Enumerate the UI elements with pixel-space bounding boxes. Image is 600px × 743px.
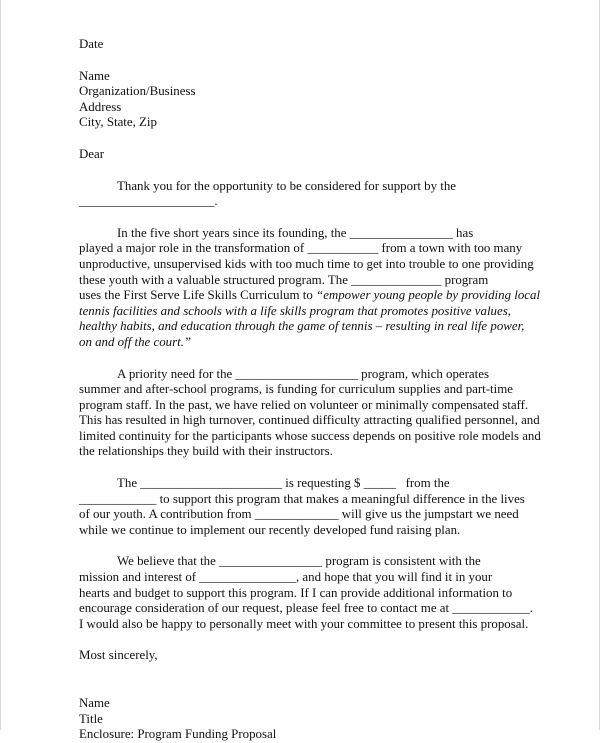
paragraph-line: A priority need for the ___________________ program, which operates [117,366,489,381]
paragraph-line: encourage consideration of our request, please feel free to contact me at ____________. [79,601,533,616]
signature-name: Name [79,696,110,710]
paragraph-line [79,288,549,304]
quote-text: “empower young people by providing local [316,288,541,303]
paragraph-line: Thank you for the opportunity to be considered for support by the [117,178,457,193]
signature-title: Title [79,711,103,726]
paragraph-line: limited continuity for the participants whose success depends on positive role models and [79,428,541,443]
paragraph-line: hearts and budget to support this program. If I can provide additional information to [79,585,513,600]
recipient-name: Name [79,68,110,83]
paragraph-line: I would also be happy to personally meet with your committee to present this proposal. [79,616,529,631]
paragraph-line: played a major role in the transformation of ___________ from a town with too many [79,241,523,256]
recipient-city-state-zip: City, State, Zip [79,115,157,130]
paragraph-line: of our youth. A contribution from _____________ will give us the jumpstart we need [79,507,519,522]
paragraph-line: while we continue to implement our recently developed fund raising plan. [79,522,461,537]
paragraph-1 [79,179,549,210]
date-line: Date [79,37,104,51]
paragraph-line: In the five short years since its founding, the ________________ has [117,225,474,240]
quote-line: healthy habits, and education through the game of tennis – resulting in real life power, [79,319,525,334]
signature-block [79,696,549,743]
paragraph-2 [79,226,549,351]
closing: Most sincerely, [79,648,158,663]
paragraph-line: the relationships they build with their instructors. [79,444,333,459]
paragraph-line: The ______________________ is requesting $ _____ from the [117,476,450,491]
paragraph-line: mission and interest of _______________, and hope that you will find it in your [79,570,493,585]
paragraph-line: unproductive, unsupervised kids with too much time to get into trouble to one providing [79,256,534,271]
paragraph-3 [79,367,549,461]
paragraph-line: summer and after-school programs, is funding for curriculum supplies and part-time [79,382,513,397]
quote-line: on and off the court.” [79,334,192,349]
paragraph-line: program staff. In the past, we have relied on volunteer or minimally compensated staff. [79,397,529,412]
paragraph-line: these youth with a valuable structured program. The ______________ program [79,272,489,287]
quote-line: tennis facilities and schools with a life skills program that promotes positive values, [79,303,511,318]
paragraph-line: ____________ to support this program that makes a meaningful difference in the lives [79,491,525,506]
recipient-organization: Organization/Business [79,84,196,99]
paragraph-line: _____________________. [79,194,218,209]
enclosure-line: Enclosure: Program Funding Proposal [79,727,277,742]
recipient-block [79,69,549,131]
recipient-address: Address [79,99,122,114]
paragraph-line: We believe that the ________________ program is consistent with the [117,554,481,569]
paragraph-4 [79,476,549,538]
paragraph-5 [79,554,549,632]
salutation: Dear [79,146,105,161]
paragraph-text: uses the First Serve Life Skills Curriculum to [79,288,317,303]
paragraph-line: This has resulted in high turnover, continued difficulty attracting qualified personnel, and [79,413,540,428]
letter-body [79,37,549,743]
